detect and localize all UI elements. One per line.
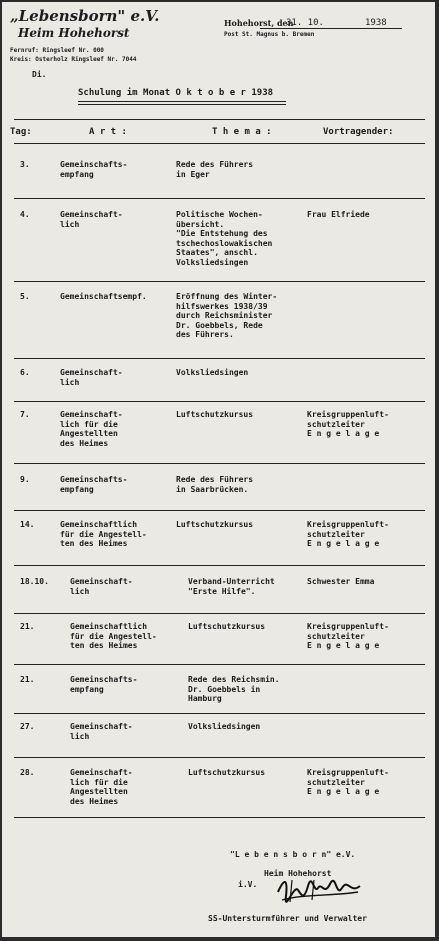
cell-vortragender: Schwester Emma xyxy=(307,577,375,586)
row-separator xyxy=(14,358,425,359)
title-underline xyxy=(78,101,286,102)
row-separator xyxy=(14,664,425,665)
letterhead-home: Heim Hohehorst xyxy=(18,26,130,40)
cell-vortragender: Kreisgruppenluft- schutzleiter E n g e l a g e xyxy=(307,410,389,439)
cell-art: Gemeinschaftlich für die Angestell- ten des Heimes xyxy=(70,622,157,651)
closing-org: "L e b e n s b o r n" e.V. xyxy=(230,850,356,859)
row-separator xyxy=(14,401,425,402)
cell-thema: Rede des Führers in Saarbrücken. xyxy=(176,475,254,494)
cell-thema: Politische Wochen- übersicht. "Die Entstehung des tschechoslowakischen Staates", anschl. Volksliedsingen xyxy=(176,210,273,267)
cell-art: Gemeinschaft- lich xyxy=(60,368,123,387)
document-title: Schulung im Monat O k t o b e r 1938 xyxy=(78,88,274,98)
cell-day: 14. xyxy=(20,520,35,529)
cell-day: 9. xyxy=(20,475,30,484)
cell-vortragender: Kreisgruppenluft- schutzleiter E n g e l a g e xyxy=(307,520,389,549)
cell-art: Gemeinschaft- lich xyxy=(60,210,123,229)
place-label: Hohehorst, den xyxy=(224,18,294,28)
cell-day: 5. xyxy=(20,292,30,301)
cell-art: Gemeinschaftsempf. xyxy=(60,292,147,301)
closing-rank: SS-Untersturmführer und Verwalter xyxy=(208,914,367,923)
handwritten-signature xyxy=(274,874,364,906)
cell-art: Gemeinschaft- lich für die Angestellten des Heimes xyxy=(70,768,133,806)
date-underline xyxy=(260,28,402,29)
cell-art: Gemeinschafts- empfang xyxy=(60,160,128,179)
cell-day: 28. xyxy=(20,768,35,777)
cell-day: 6. xyxy=(20,368,30,377)
cell-thema: Rede des Führers in Eger xyxy=(176,160,254,179)
table-top-rule xyxy=(14,119,425,120)
letterhead-district: Kreis: Osterholz Ringsleef Nr. 7044 xyxy=(10,56,137,63)
cell-thema: Verband-Unterricht "Erste Hilfe". xyxy=(188,577,275,596)
cell-vortragender: Kreisgruppenluft- schutzleiter E n g e l a g e xyxy=(307,768,389,797)
col-head-day: Tag: xyxy=(10,127,32,137)
cell-day: 21. xyxy=(20,622,35,631)
date-value: 31. 10. xyxy=(286,18,324,28)
cell-thema: Luftschutzkursus xyxy=(176,520,254,529)
col-head-speaker: Vortragender: xyxy=(323,127,394,137)
cell-art: Gemeinschaft- lich für die Angestellten des Heimes xyxy=(60,410,123,448)
row-separator xyxy=(14,817,425,818)
cell-day: 3. xyxy=(20,160,30,169)
cell-art: Gemeinschaft- lich xyxy=(70,577,133,596)
reference-mark: Di. xyxy=(32,70,47,79)
cell-day: 7. xyxy=(20,410,30,419)
post-address: Post St. Magnus b. Bremen xyxy=(224,31,315,38)
year-value: 1938 xyxy=(365,18,387,28)
cell-day: 18.10. xyxy=(20,577,49,586)
cell-day: 4. xyxy=(20,210,30,219)
row-separator xyxy=(14,281,425,282)
cell-thema: Rede des Reichsmin. Dr. Goebbels in Hamburg xyxy=(188,675,280,704)
cell-thema: Luftschutzkursus xyxy=(176,410,254,419)
row-separator xyxy=(14,565,425,566)
row-separator xyxy=(14,713,425,714)
row-separator xyxy=(14,463,425,464)
row-separator xyxy=(14,613,425,614)
letterhead-phone: Fernruf: Ringsleef Nr. 000 xyxy=(10,47,104,54)
closing-home: Heim Hohehorst xyxy=(264,869,332,878)
title-underline xyxy=(78,104,286,105)
col-head-thema: T h e m a : xyxy=(212,127,272,137)
cell-art: Gemeinschaftlich für die Angestell- ten des Heimes xyxy=(60,520,147,549)
cell-art: Gemeinschaft- lich xyxy=(70,722,133,741)
cell-day: 27. xyxy=(20,722,35,731)
row-separator xyxy=(14,757,425,758)
document-page xyxy=(2,2,435,937)
letterhead-org: „Lebensborn" e.V. xyxy=(10,7,160,25)
cell-art: Gemeinschafts- empfang xyxy=(70,675,138,694)
row-separator xyxy=(14,510,425,511)
cell-thema: Volksliedsingen xyxy=(176,368,249,377)
cell-thema: Luftschutzkursus xyxy=(188,622,266,631)
cell-art: Gemeinschafts- empfang xyxy=(60,475,128,494)
row-separator xyxy=(14,198,425,199)
closing-iv: i.V. xyxy=(238,880,258,889)
cell-vortragender: Frau Elfriede xyxy=(307,210,370,219)
cell-thema: Luftschutzkursus xyxy=(188,768,266,777)
cell-thema: Volksliedsingen xyxy=(188,722,261,731)
cell-thema: Eröffnung des Winter- hilfswerkes 1938/39 durch Reichsminister Dr. Goebbels, Rede des Führers. xyxy=(176,292,278,340)
col-head-art: A r t : xyxy=(89,127,127,137)
cell-vortragender: Kreisgruppenluft- schutzleiter E n g e l a g e xyxy=(307,622,389,651)
cell-day: 21. xyxy=(20,675,35,684)
table-header-rule xyxy=(14,143,425,144)
